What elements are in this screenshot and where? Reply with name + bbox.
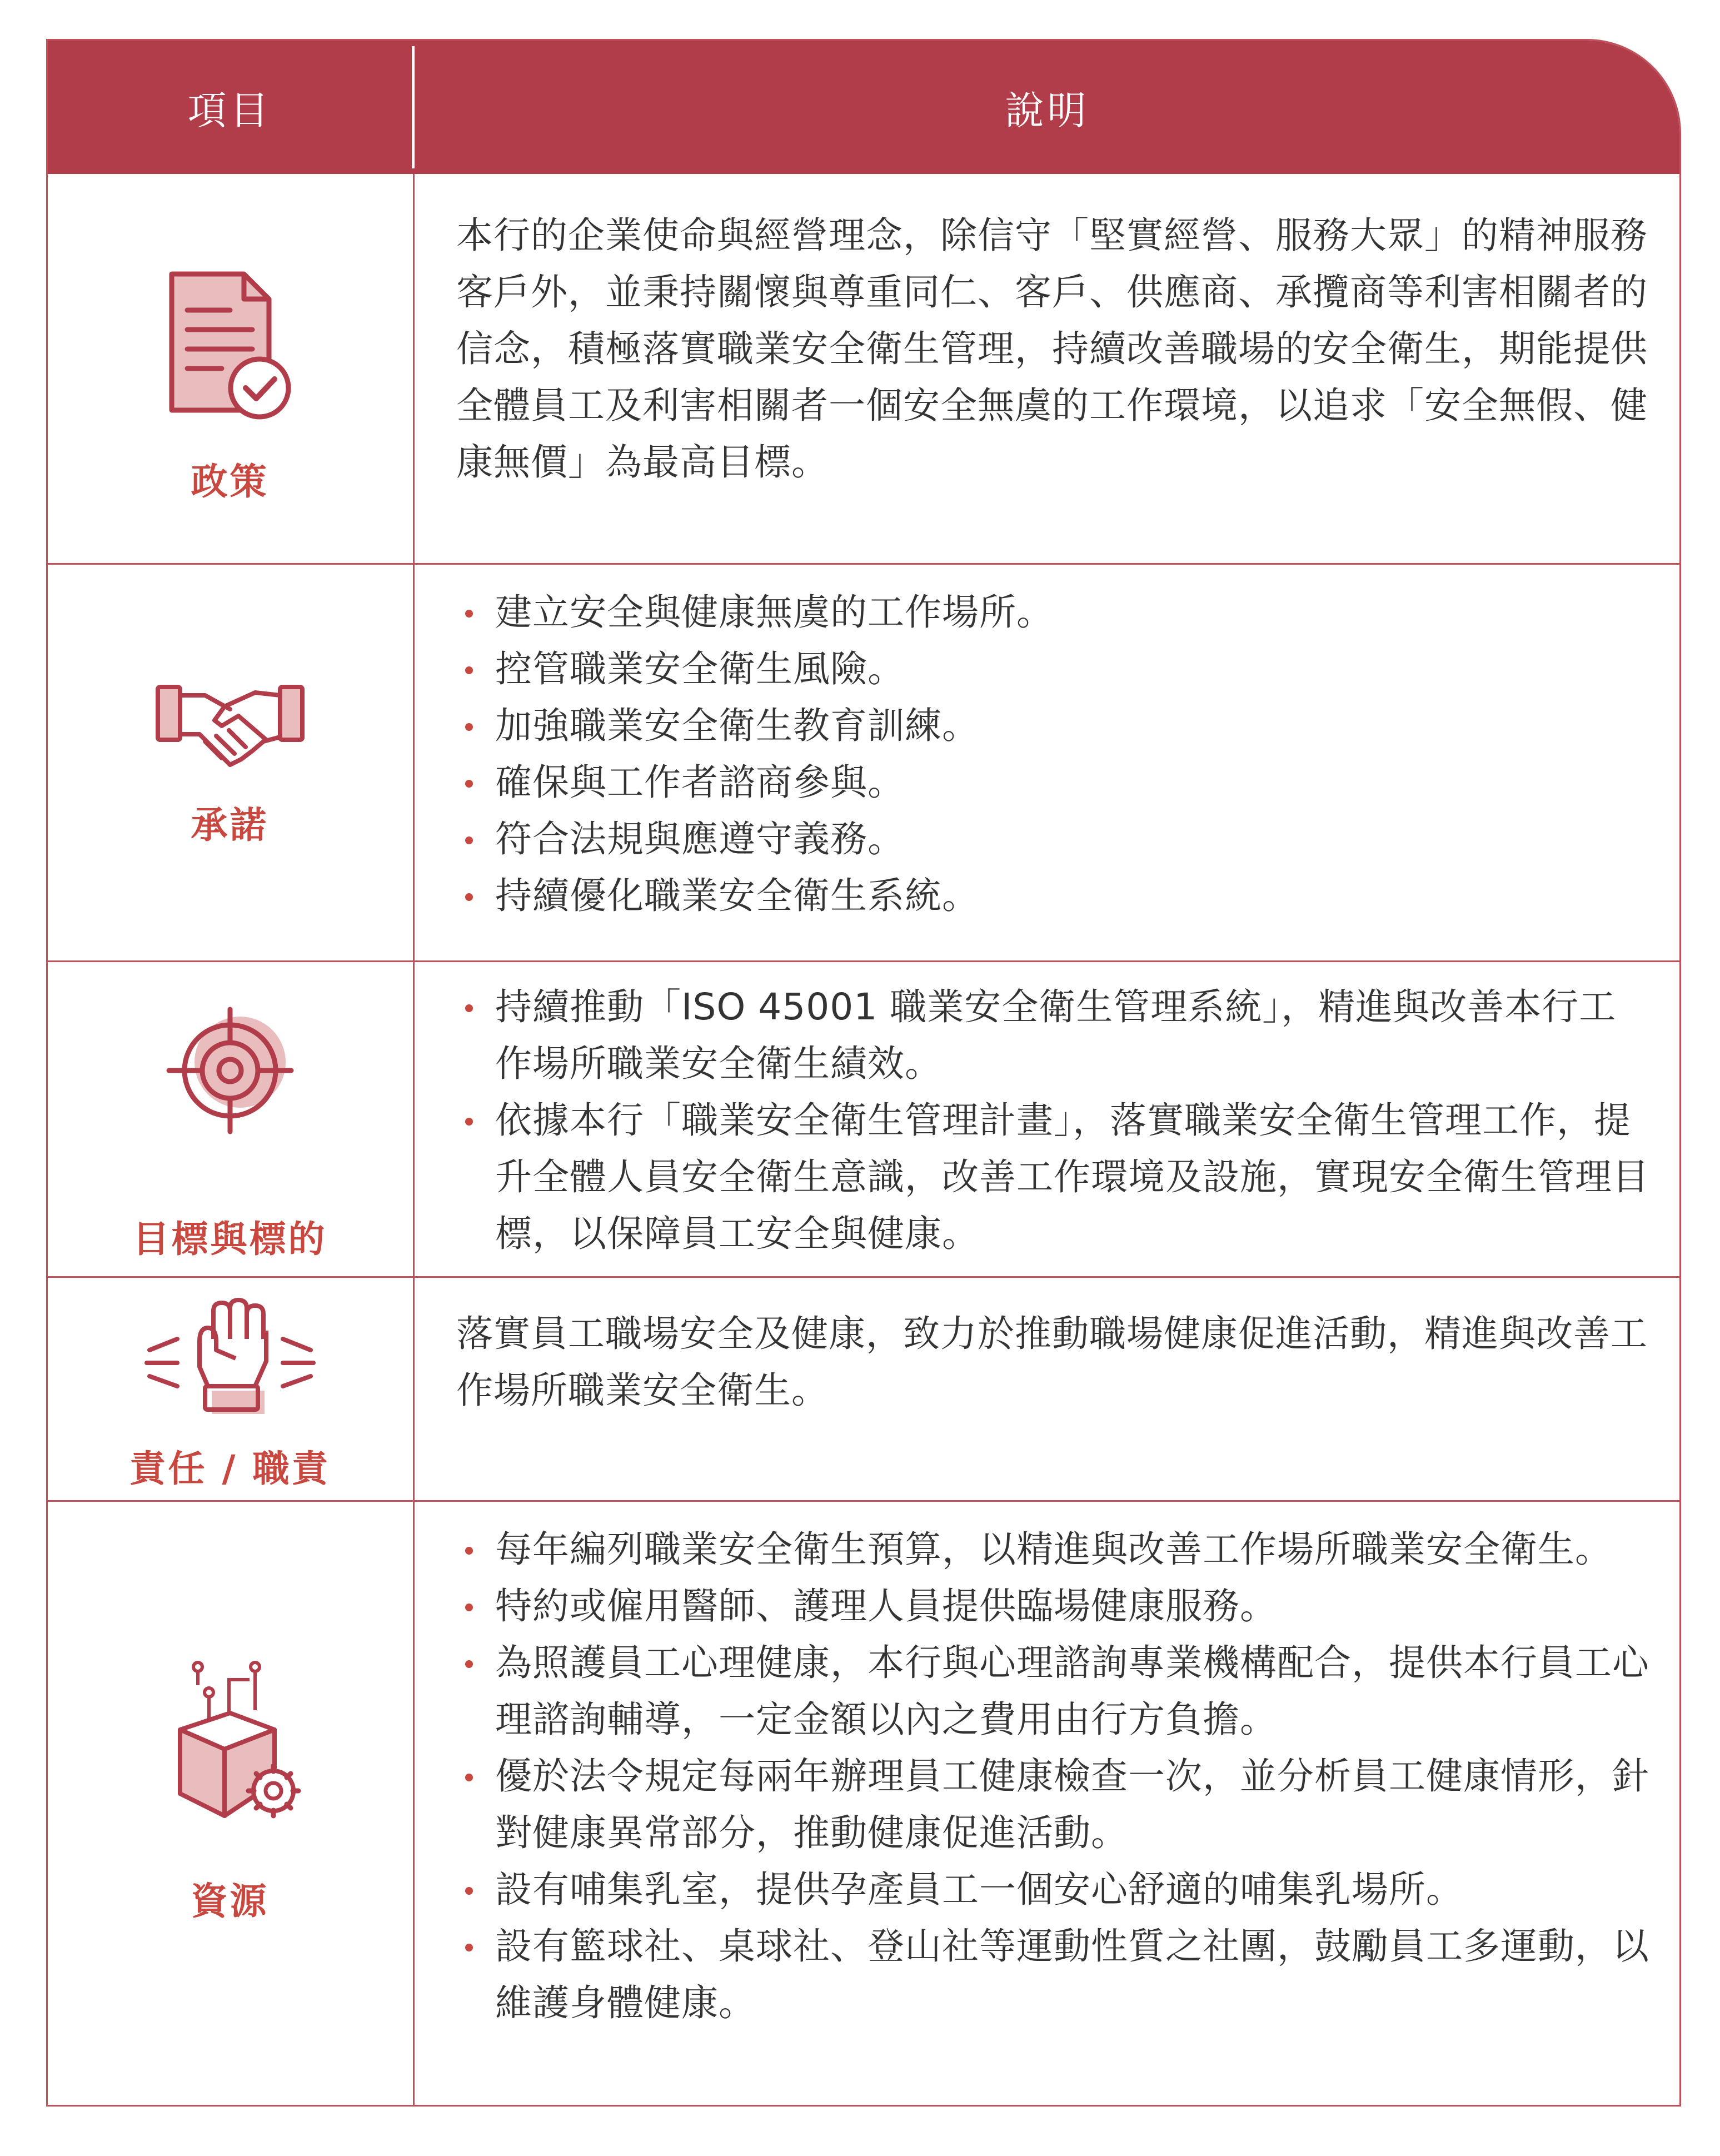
row-label: 承諾 bbox=[191, 804, 269, 847]
list-item: 建立安全與健康無虞的工作場所。 bbox=[456, 584, 1651, 641]
list-item: 設有籃球社、桌球社、登山社等運動性質之社團，鼓勵員工多運動，以維護身體健康。 bbox=[456, 1918, 1651, 2031]
handshake-icon bbox=[48, 676, 412, 776]
policy-table bbox=[46, 39, 1681, 2107]
header-description: 說明 bbox=[1005, 87, 1090, 133]
table-row-responsibility bbox=[48, 1278, 1679, 1500]
row-label: 責任 / 職責 bbox=[129, 1447, 331, 1490]
list-item: 持續推動「ISO 45001 職業安全衛生管理系統」，精進與改善本行工作場所職業安全衛生績效。 bbox=[456, 979, 1651, 1092]
list-item: 優於法令規定每兩年辦理員工健康檢查一次，並分析員工健康情形，針對健康異常部分，推動健康促進活動。 bbox=[456, 1748, 1651, 1861]
description-text: 落實員工職場安全及健康，致力於推動職場健康促進活動，精進與改善工作場所職業安全衛生。 bbox=[456, 1312, 1648, 1412]
list-item: 為照護員工心理健康，本行與心理諮詢專業機構配合，提供本行員工心理諮詢輔導，一定金額以內之費用由行方負擔。 bbox=[456, 1635, 1651, 1748]
list-item: 加強職業安全衛生教育訓練。 bbox=[456, 698, 1651, 754]
list-item: 依據本行「職業安全衛生管理計畫」，落實職業安全衛生管理工作，提升全體人員安全衛生意識，改善工作環境及設施，實現安全衛生管理目標，以保障員工安全與健康。 bbox=[456, 1092, 1651, 1262]
row-label: 資源 bbox=[191, 1880, 269, 1923]
table-header bbox=[48, 41, 1679, 174]
row-description bbox=[456, 207, 1651, 491]
list-item: 設有哺集乳室，提供孕產員工一個安心舒適的哺集乳場所。 bbox=[456, 1861, 1651, 1918]
list-item: 每年編列職業安全衛生預算，以精進與改善工作場所職業安全衛生。 bbox=[456, 1521, 1651, 1578]
table-row-objectives bbox=[48, 962, 1679, 1276]
target-icon bbox=[48, 1004, 412, 1137]
table-row-policy bbox=[48, 174, 1679, 563]
list-item: 持續優化職業安全衛生系統。 bbox=[456, 868, 1651, 924]
list-item: 控管職業安全衛生風險。 bbox=[456, 641, 1651, 698]
row-label: 政策 bbox=[191, 460, 269, 503]
list-item: 特約或僱用醫師、護理人員提供臨場健康服務。 bbox=[456, 1578, 1651, 1635]
document-check-icon bbox=[48, 268, 412, 424]
row-description bbox=[456, 584, 1651, 924]
bullet-list bbox=[456, 584, 1651, 924]
list-item: 符合法規與應遵守義務。 bbox=[456, 811, 1651, 868]
box-gear-icon bbox=[48, 1655, 412, 1821]
list-item: 確保與工作者諮商參與。 bbox=[456, 754, 1651, 811]
table-row-resources bbox=[48, 1502, 1679, 2107]
table-row-commitment bbox=[48, 565, 1679, 960]
raised-fist-icon bbox=[48, 1297, 412, 1420]
bullet-list bbox=[456, 979, 1651, 1262]
row-description bbox=[456, 979, 1651, 1262]
bullet-list bbox=[456, 1521, 1651, 2031]
row-description bbox=[456, 1306, 1651, 1419]
row-description bbox=[456, 1521, 1651, 2031]
header-divider bbox=[412, 46, 415, 168]
row-label: 目標與標的 bbox=[132, 1218, 327, 1261]
header-item: 項目 bbox=[187, 87, 272, 133]
description-text: 本行的企業使命與經營理念，除信守「堅實經營、服務大眾」的精神服務客戶外，並秉持關懷與尊重同仁、客戶、供應商、承攬商等利害相關者的信念，積極落實職業安全衛生管理，持續改善職場的安全衛生，期能提供全體員工及利害相關者一個安全無虞的工作環境，以追求「安全無假、健康無價」為最高目標。 bbox=[456, 214, 1648, 484]
